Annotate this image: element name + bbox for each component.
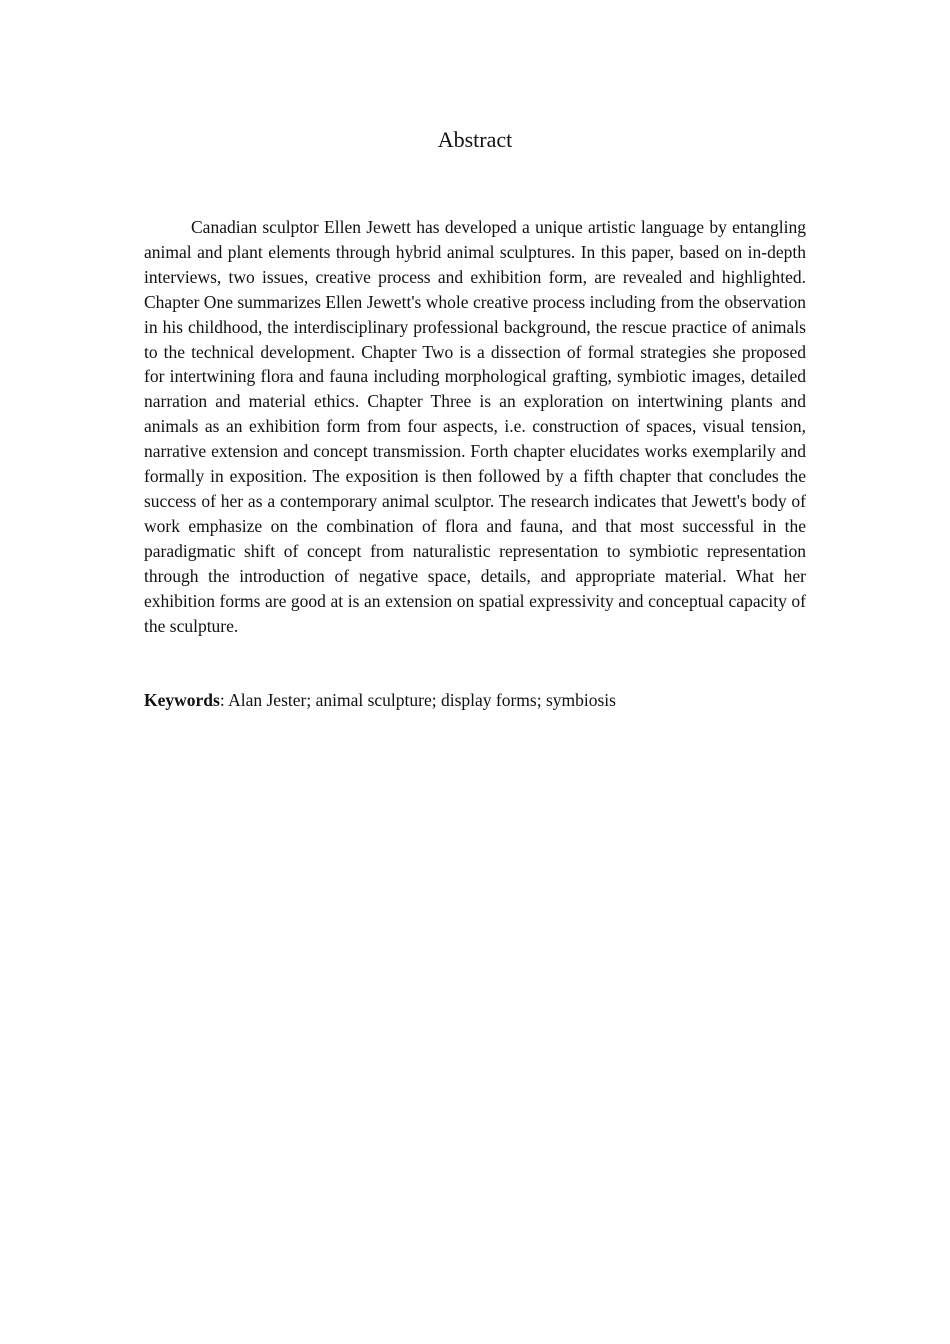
keywords-label: Keywords: [144, 690, 220, 710]
keywords-list: : Alan Jester; animal sculpture; display forms; symbiosis: [219, 690, 616, 710]
abstract-paragraph: Canadian sculptor Ellen Jewett has developed a unique artistic language by entangling animal and plant elements through hybrid animal sculptures. In this paper, based on in-depth interviews, two issues, creative process and exhibition form, are revealed and highlighted. Chapter One summarizes Ellen Jewett's whole creative process including from the observation in his childhood, the interdisciplinary professional background, the rescue practice of animals to the technical development. Chapter Two is a dissection of formal strategies she proposed for intertwining flora and fauna including morphological grafting, symbiotic images, detailed narration and material ethics. Chapter Three is an exploration on intertwining plants and animals as an exhibition form from four aspects, i.e. construction of spaces, visual tension, narrative extension and concept transmission. Forth chapter elucidates works exemplarily and formally in exposition. The exposition is then followed by a fifth chapter that concludes the success of her as a contemporary animal sculptor. The research indicates that Jewett's body of work emphasize on the combination of flora and fauna, and that most successful in the paradigmatic shift of concept from naturalistic representation to symbiotic representation through the introduction of negative space, details, and appropriate material. What her exhibition forms are good at is an extension on spatial expressivity and conceptual capacity of the sculpture.: [144, 217, 806, 636]
abstract-title: Abstract: [437, 127, 513, 152]
keywords-line: [144, 688, 806, 713]
